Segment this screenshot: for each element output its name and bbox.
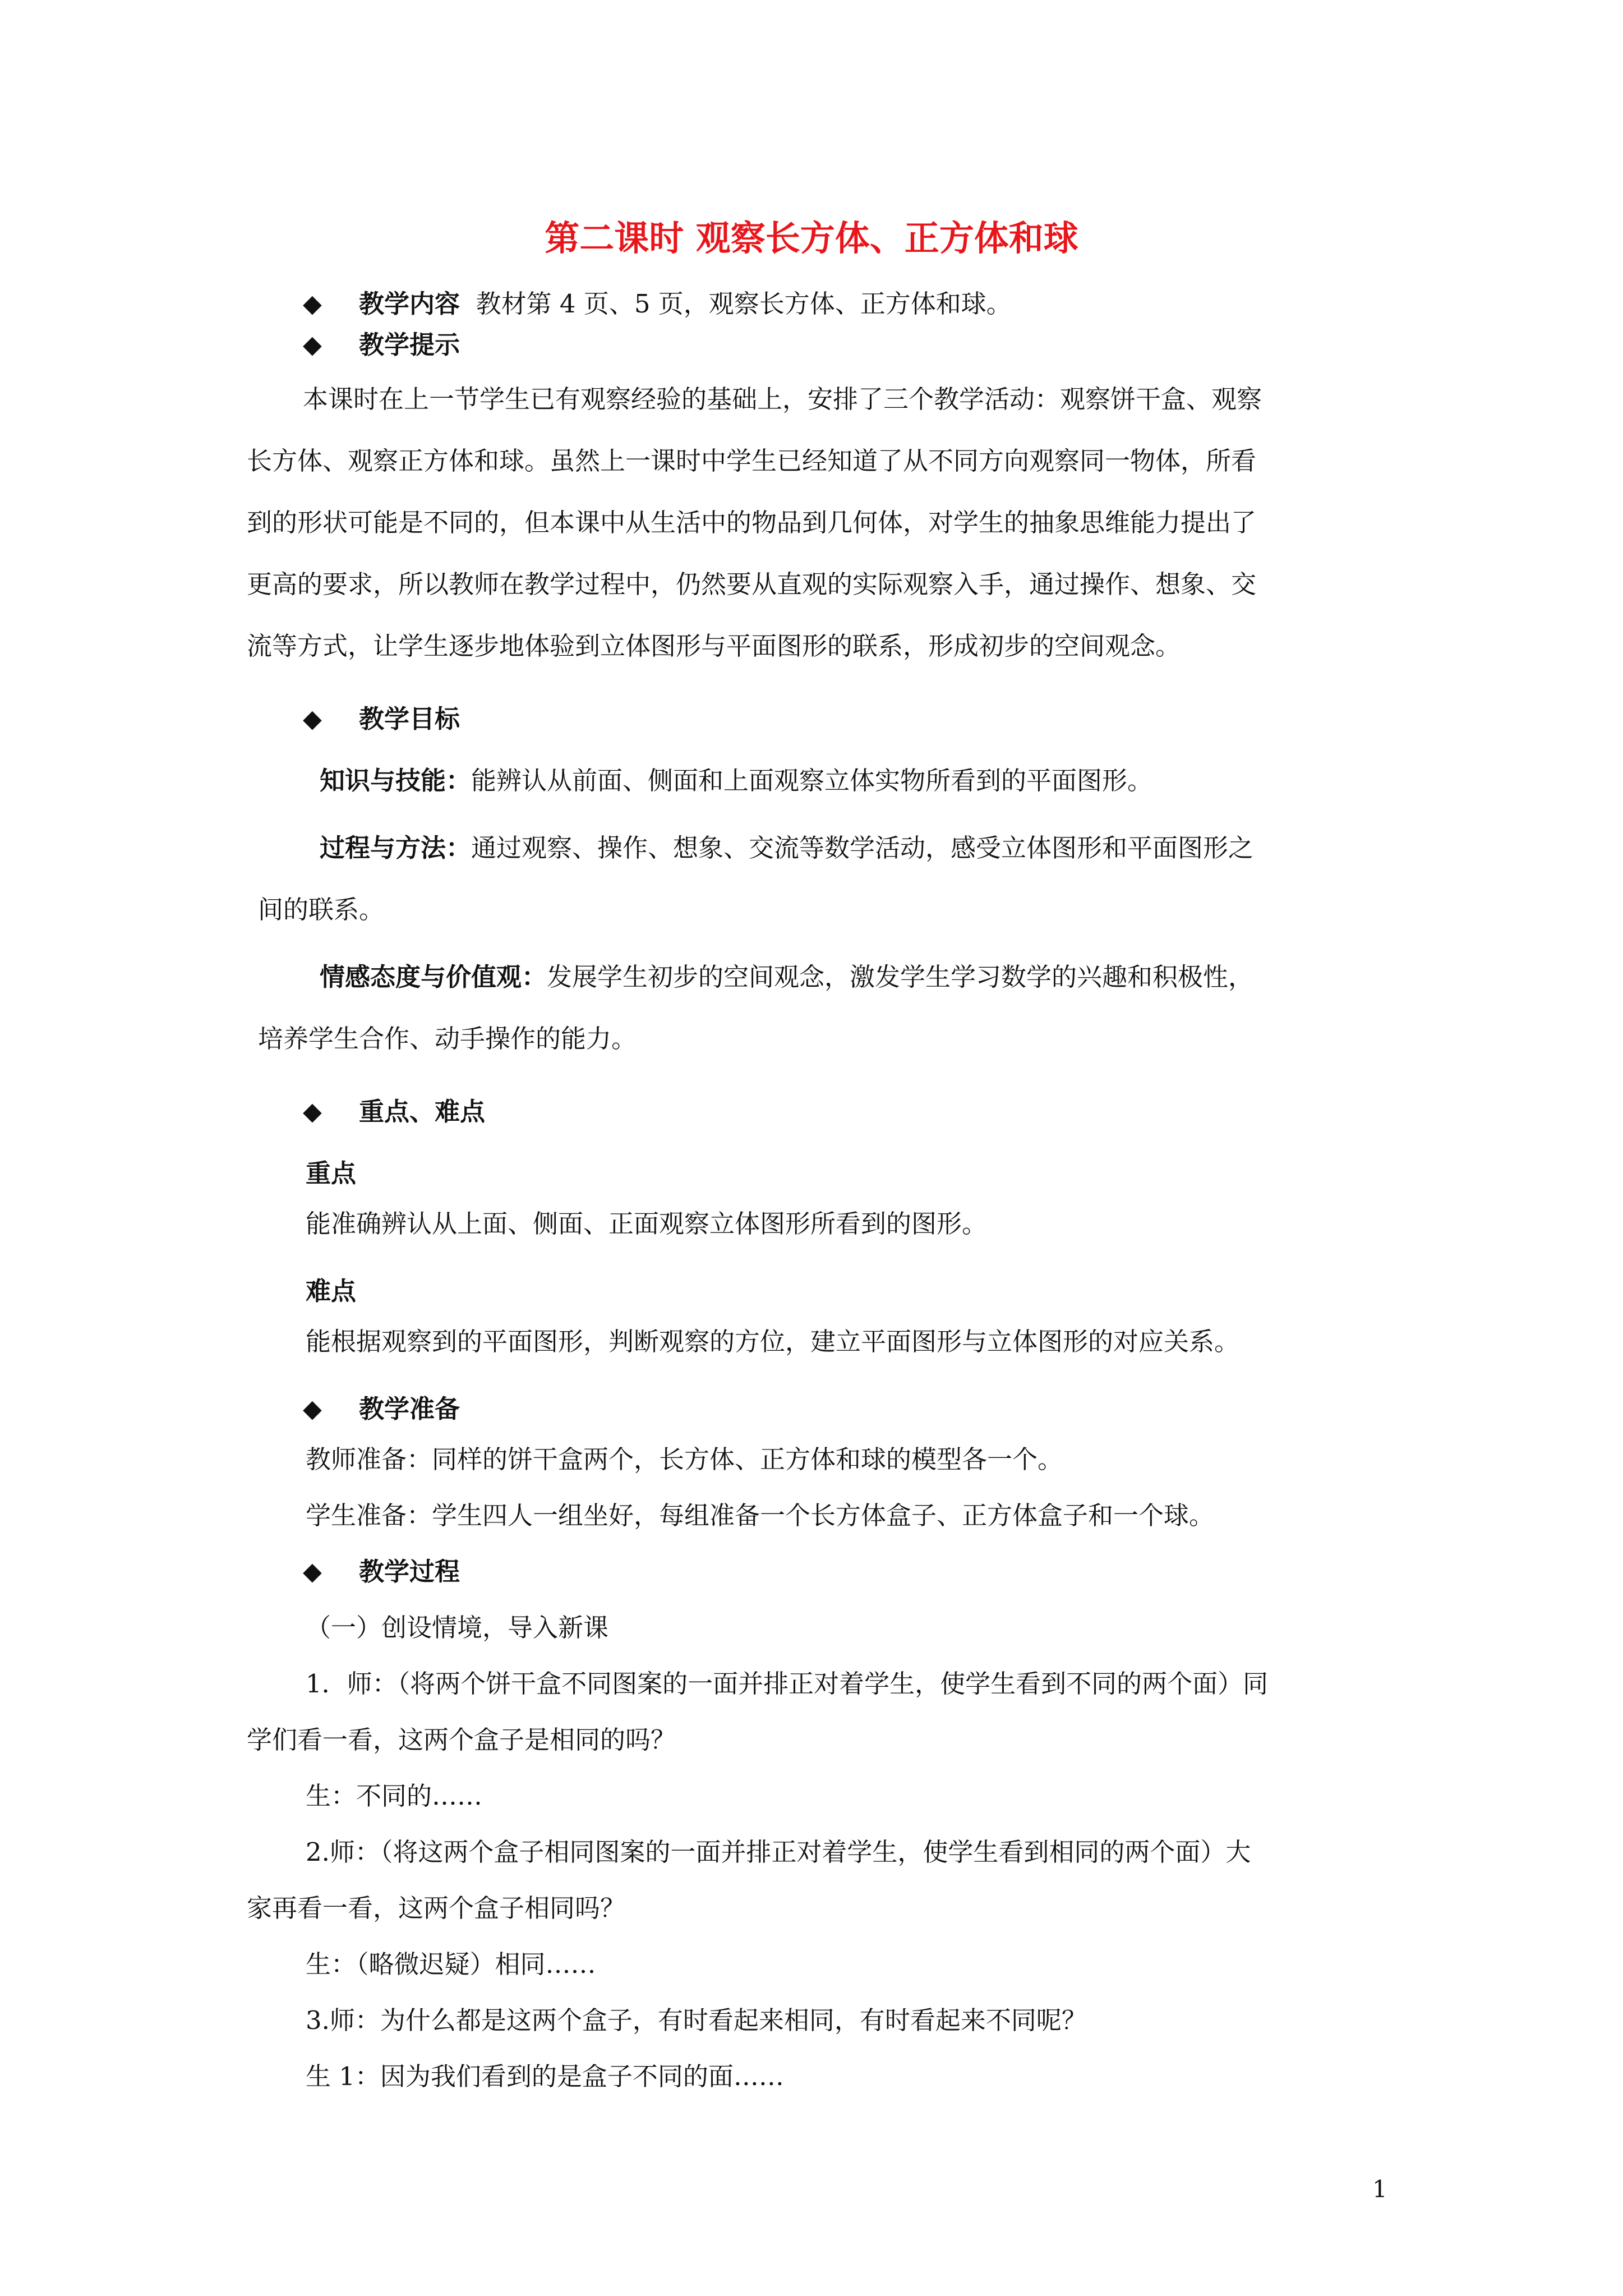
difficulty-text: 能根据观察到的平面图形，判断观察的方位，建立平面图形与立体图形的对应关系。 — [306, 1327, 1240, 1356]
prep-heading: 教学准备 — [359, 1394, 460, 1424]
goal-emotion-text: 发展学生初步的空间观念，激发学生学习数学的兴趣和积极性， — [547, 962, 1254, 992]
process-line: 学们看一看，这两个盒子是相同的吗？ — [247, 1725, 676, 1755]
content-label: 教学内容 — [359, 289, 460, 319]
goal-process — [320, 831, 1253, 865]
document-title: 第二课时 观察长方体、正方体和球 — [545, 218, 1078, 259]
page-number: 1 — [1372, 2175, 1387, 2203]
tips-line: 本课时在上一节学生已有观察经验的基础上，安排了三个教学活动：观察饼干盒、观察 — [303, 384, 1262, 414]
goal-emotion-label: 情感态度与价值观： — [320, 962, 547, 992]
goal-emotion-cont: 培养学生合作、动手操作的能力。 — [258, 1024, 637, 1053]
goal-knowledge — [320, 764, 1152, 798]
process-line: 1．师：（将两个饼干盒不同图案的一面并排正对着学生，使学生看到不同的两个面）同 — [306, 1669, 1269, 1699]
process-line: 生 1：因为我们看到的是盒子不同的面…… — [306, 2062, 784, 2091]
tips-line: 流等方式，让学生逐步地体验到立体图形与平面图形的联系，形成初步的空间观念。 — [247, 631, 1181, 661]
tips-heading: 教学提示 — [359, 330, 460, 360]
goal-knowledge-text: 能辨认从前面、侧面和上面观察立体实物所看到的平面图形。 — [471, 766, 1153, 795]
prep-teacher: 教师准备：同样的饼干盒两个，长方体、正方体和球的模型各一个。 — [306, 1444, 1063, 1474]
process-line: 家再看一看，这两个盒子相同吗？ — [247, 1893, 626, 1923]
bullet-diamond-icon: ◆ — [303, 289, 322, 318]
process-heading: 教学过程 — [359, 1557, 460, 1586]
content-row — [359, 287, 1012, 321]
process-line: 生：（略微迟疑）相同…… — [306, 1949, 596, 1979]
key-label: 重点 — [306, 1158, 357, 1188]
process-section-1: （一）创设情境，导入新课 — [306, 1613, 609, 1642]
goal-emotion — [320, 960, 1253, 994]
difficulty-label: 难点 — [306, 1276, 357, 1306]
content-text: 教材第 4 页、5 页，观察长方体、正方体和球。 — [476, 289, 1012, 319]
bullet-diamond-icon: ◆ — [303, 1395, 322, 1423]
goal-process-text: 通过观察、操作、想象、交流等数学活动，感受立体图形和平面图形之 — [471, 833, 1254, 863]
process-line: 3.师：为什么都是这两个盒子，有时看起来相同，有时看起来不同呢？ — [306, 2005, 1087, 2035]
goal-knowledge-label: 知识与技能： — [320, 766, 472, 795]
bullet-diamond-icon: ◆ — [303, 1557, 322, 1586]
key-text: 能准确辨认从上面、侧面、正面观察立体图形所看到的图形。 — [306, 1209, 988, 1239]
prep-student: 学生准备：学生四人一组坐好，每组准备一个长方体盒子、正方体盒子和一个球。 — [306, 1501, 1215, 1530]
tips-line: 到的形状可能是不同的，但本课中从生活中的物品到几何体，对学生的抽象思维能力提出了 — [247, 508, 1257, 537]
keypoints-heading: 重点、难点 — [359, 1097, 486, 1126]
process-line: 2.师：（将这两个盒子相同图案的一面并排正对着学生，使学生看到相同的两个面）大 — [306, 1837, 1251, 1867]
tips-line: 长方体、观察正方体和球。虽然上一课时中学生已经知道了从不同方向观察同一物体，所看 — [247, 446, 1257, 476]
bullet-diamond-icon: ◆ — [303, 705, 322, 733]
bullet-diamond-icon: ◆ — [303, 1097, 322, 1126]
tips-line: 更高的要求，所以教师在教学过程中，仍然要从直观的实际观察入手，通过操作、想象、交 — [247, 569, 1257, 599]
process-line: 生：不同的…… — [306, 1781, 483, 1811]
goal-process-label: 过程与方法： — [320, 833, 472, 863]
goals-heading: 教学目标 — [359, 704, 460, 734]
goal-process-cont: 间的联系。 — [258, 895, 385, 924]
bullet-diamond-icon: ◆ — [303, 330, 322, 359]
